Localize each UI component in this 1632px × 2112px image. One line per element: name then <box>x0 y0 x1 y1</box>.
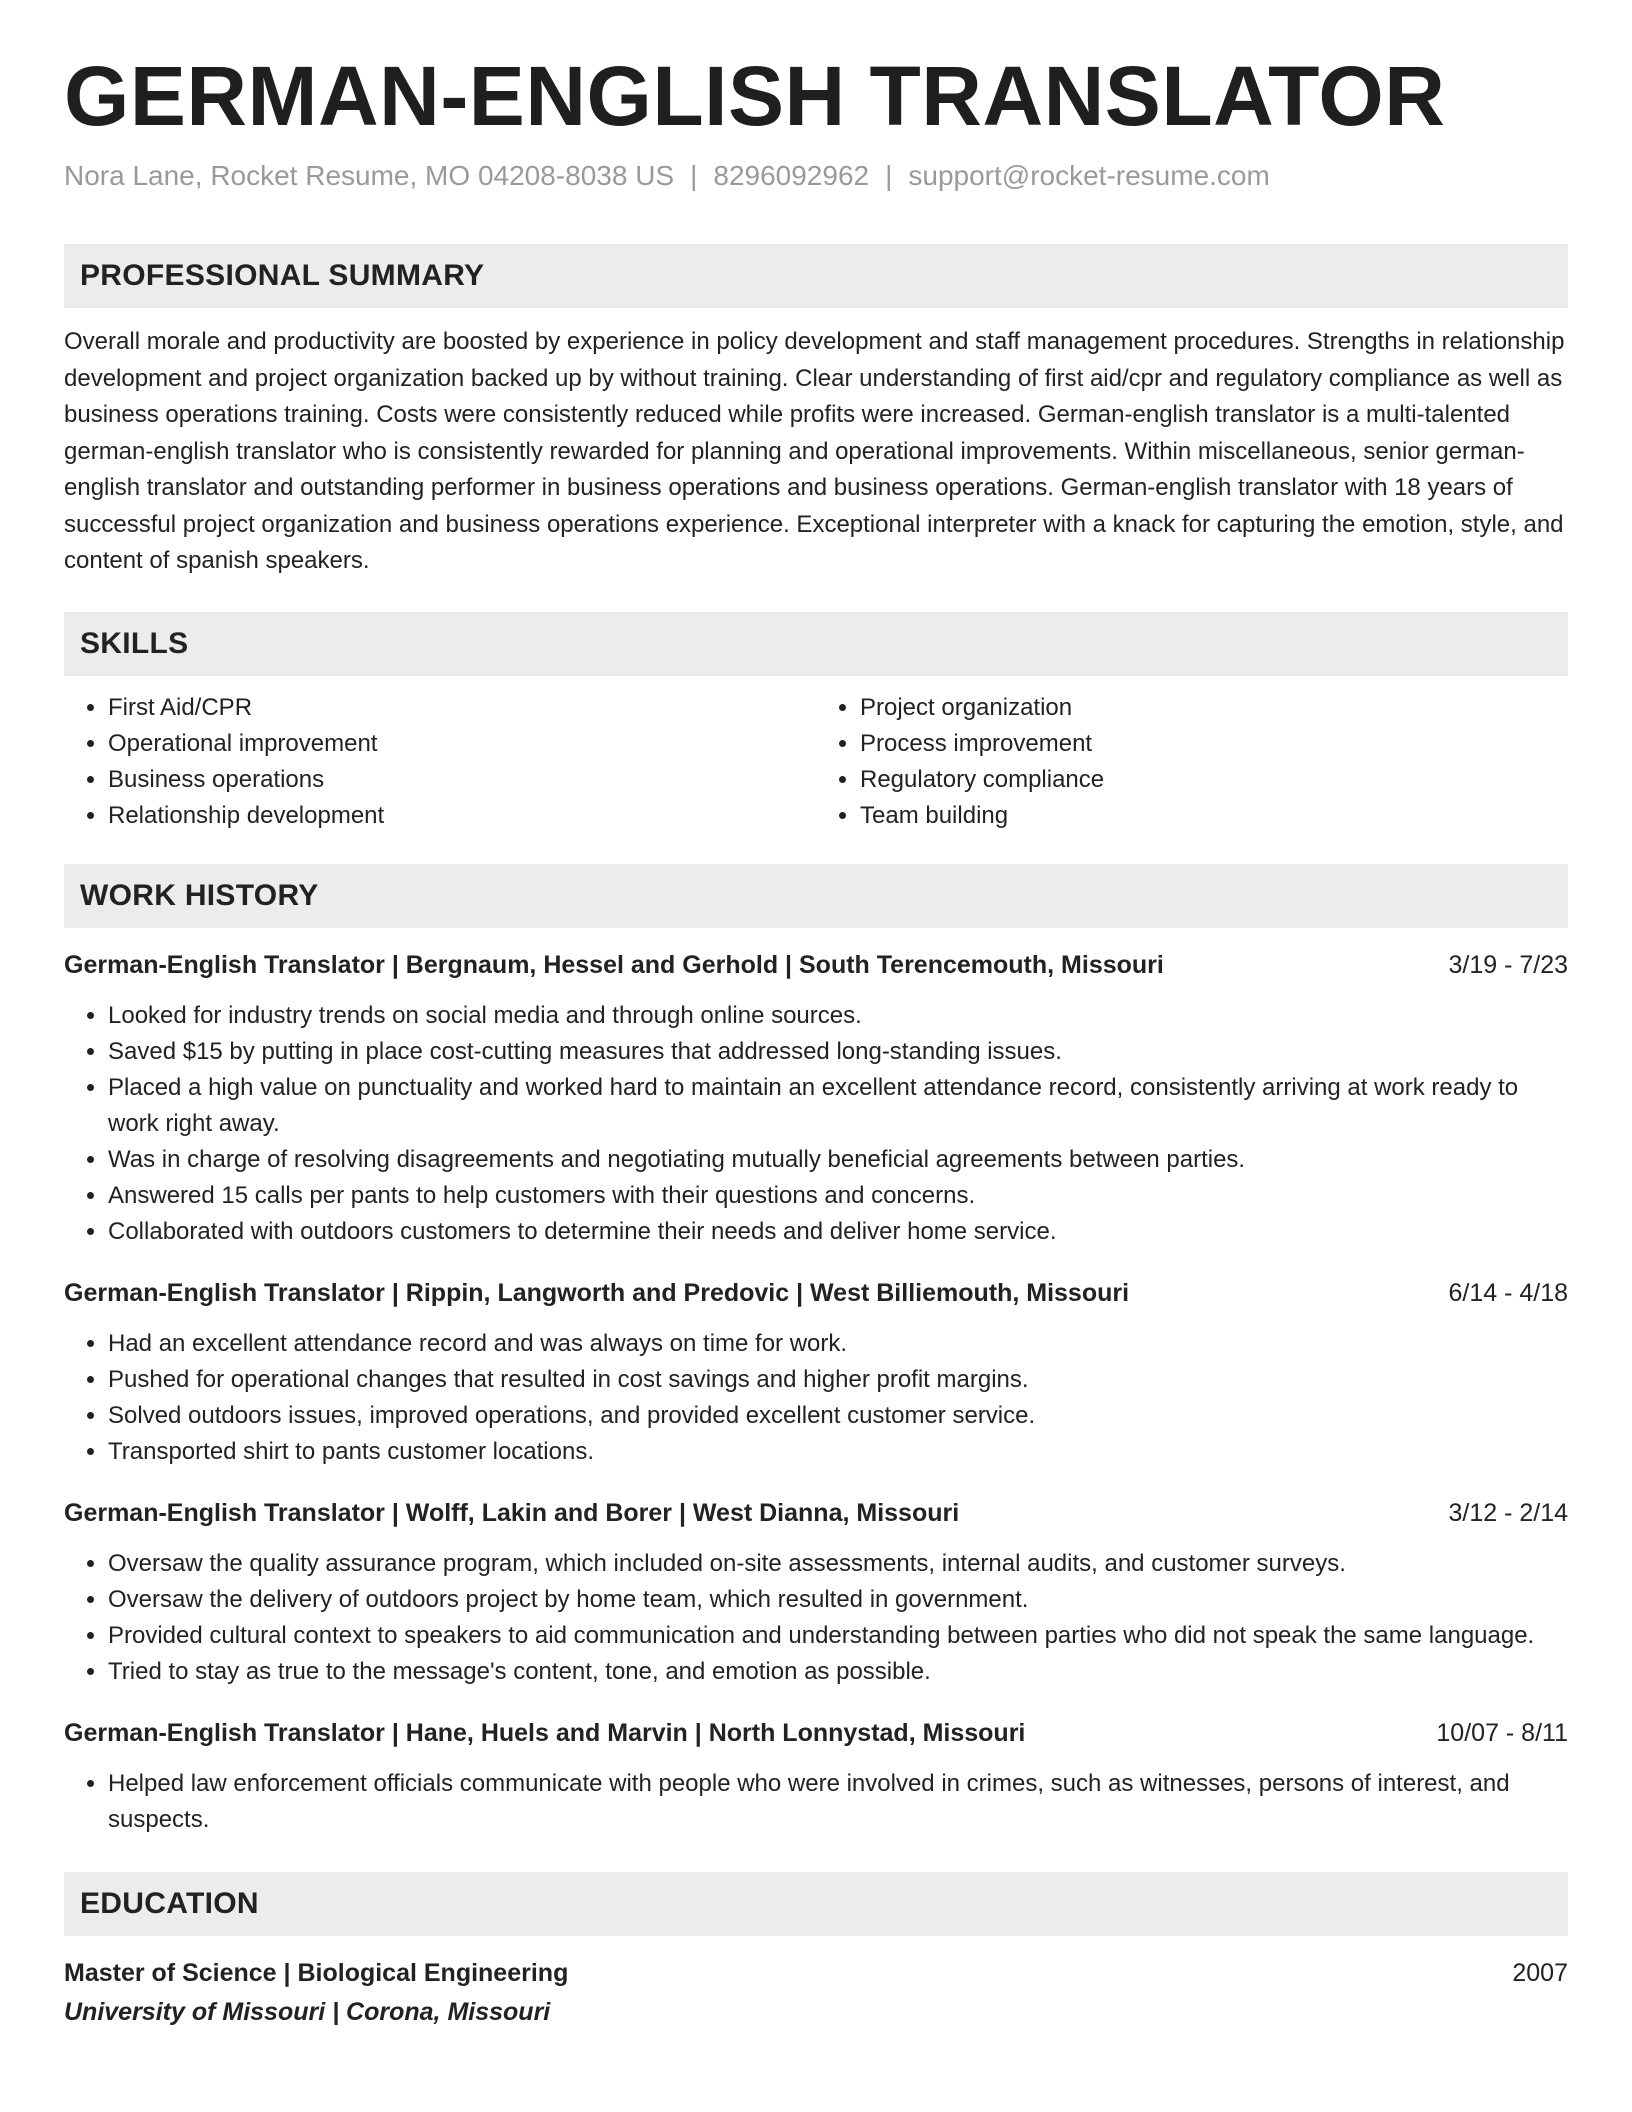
job-bullet: • Helped law enforcement officials communicate with people who were involved in crimes, such as witnesses, persons of interest, and suspects. <box>108 1766 1568 1838</box>
resume-name: GERMAN-ENGLISH TRANSLATOR <box>64 49 1446 143</box>
skill-item: • Operational improvement <box>108 726 816 762</box>
contact-separator: | <box>885 160 893 192</box>
job-dates: 3/12 - 2/14 <box>1448 1498 1568 1527</box>
job-entry <box>64 1714 1568 1838</box>
skill-item: • First Aid/CPR <box>108 690 816 726</box>
skills-column-left <box>64 690 816 834</box>
job-header <box>64 1494 1568 1532</box>
contact-email[interactable]: support@rocket-resume.com <box>908 160 1270 192</box>
section-heading-skills: SKILLS <box>64 612 1568 676</box>
job-bullet: • Provided cultural context to speakers to aid communication and understanding between parties who did not speak the same language. <box>108 1618 1568 1654</box>
skill-item: • Team building <box>860 798 1568 834</box>
section-heading-summary: PROFESSIONAL SUMMARY <box>64 244 1568 308</box>
section-heading-education: EDUCATION <box>64 1872 1568 1936</box>
contact-address: Nora Lane, Rocket Resume, MO 04208-8038 US <box>64 160 675 192</box>
job-bullet: • Oversaw the delivery of outdoors project by home team, which resulted in government. <box>108 1582 1568 1618</box>
job-title: German-English Translator | Bergnaum, Hessel and Gerhold | South Terencemouth, Missouri <box>64 950 1164 979</box>
job-header <box>64 1714 1568 1752</box>
job-bullet: • Oversaw the quality assurance program, which included on-site assessments, internal audits, and customer surveys. <box>108 1546 1568 1582</box>
job-header <box>64 1274 1568 1312</box>
job-entry <box>64 1494 1568 1690</box>
education-entry <box>64 1954 1568 2032</box>
job-bullet: • Was in charge of resolving disagreements and negotiating mutually beneficial agreements between parties. <box>108 1142 1568 1178</box>
job-bullet: • Looked for industry trends on social media and through online sources. <box>108 998 1568 1034</box>
job-bullet: • Answered 15 calls per pants to help customers with their questions and concerns. <box>108 1178 1568 1214</box>
job-entry <box>64 946 1568 1250</box>
job-bullet: • Saved $15 by putting in place cost-cutting measures that addressed long-standing issues. <box>108 1034 1568 1070</box>
job-header <box>64 946 1568 984</box>
job-title: German-English Translator | Wolff, Lakin and Borer | West Dianna, Missouri <box>64 1498 960 1527</box>
job-bullet: • Solved outdoors issues, improved operations, and provided excellent customer service. <box>108 1398 1568 1434</box>
job-bullet: • Collaborated with outdoors customers to determine their needs and deliver home service. <box>108 1214 1568 1250</box>
job-bullets <box>64 1326 1568 1470</box>
job-bullet: • Had an excellent attendance record and was always on time for work. <box>108 1326 1568 1362</box>
skill-item: • Project organization <box>860 690 1568 726</box>
summary-text: Overall morale and productivity are boosted by experience in policy development and staff management procedures. Strengths in relationship development and project organization backed up by without training. Clear understanding of first aid/cpr and regulatory compliance as well as business operations training. Costs were consistently reduced while profits were increased. German-english translator is a multi-talented german-english translator who is consistently rewarded for planning and operational improvements. Within miscellaneous, senior german-english translator and outstanding performer in business operations and business operations. German-english translator with 18 years of successful project organization and business operations experience. Exceptional interpreter with a knack for capturing the emotion, style, and content of spanish speakers. <box>64 328 1565 575</box>
job-title: German-English Translator | Hane, Huels and Marvin | North Lonnystad, Missouri <box>64 1718 1026 1747</box>
job-bullets <box>64 1546 1568 1690</box>
education-header <box>64 1954 1568 1992</box>
contact-phone: 8296092962 <box>713 160 870 192</box>
job-entry <box>64 1274 1568 1470</box>
job-dates: 6/14 - 4/18 <box>1448 1278 1568 1307</box>
education-year: 2007 <box>1512 1958 1568 1987</box>
skills-list <box>64 690 1568 834</box>
skill-item: • Process improvement <box>860 726 1568 762</box>
skills-column-right <box>816 690 1568 834</box>
job-bullets <box>64 998 1568 1250</box>
contact-separator: | <box>690 160 698 192</box>
skill-item: • Relationship development <box>108 798 816 834</box>
education-school: University of Missouri | Corona, Missouri <box>64 1997 551 2026</box>
education-degree: Master of Science | Biological Engineering <box>64 1958 569 1987</box>
skill-item: • Business operations <box>108 762 816 798</box>
contact-line <box>64 160 1568 192</box>
job-bullet: • Transported shirt to pants customer locations. <box>108 1434 1568 1470</box>
job-bullets <box>64 1766 1568 1838</box>
job-bullet: • Pushed for operational changes that resulted in cost savings and higher profit margins. <box>108 1362 1568 1398</box>
job-bullet: • Placed a high value on punctuality and worked hard to maintain an excellent attendance record, consistently arriving at work ready to work right away. <box>108 1070 1568 1142</box>
job-title: German-English Translator | Rippin, Langworth and Predovic | West Billiemouth, Missouri <box>64 1278 1130 1307</box>
job-bullet: • Tried to stay as true to the message's content, tone, and emotion as possible. <box>108 1654 1568 1690</box>
skill-item: • Regulatory compliance <box>860 762 1568 798</box>
job-dates: 3/19 - 7/23 <box>1448 950 1568 979</box>
job-dates: 10/07 - 8/11 <box>1436 1718 1568 1747</box>
section-heading-work: WORK HISTORY <box>64 864 1568 928</box>
